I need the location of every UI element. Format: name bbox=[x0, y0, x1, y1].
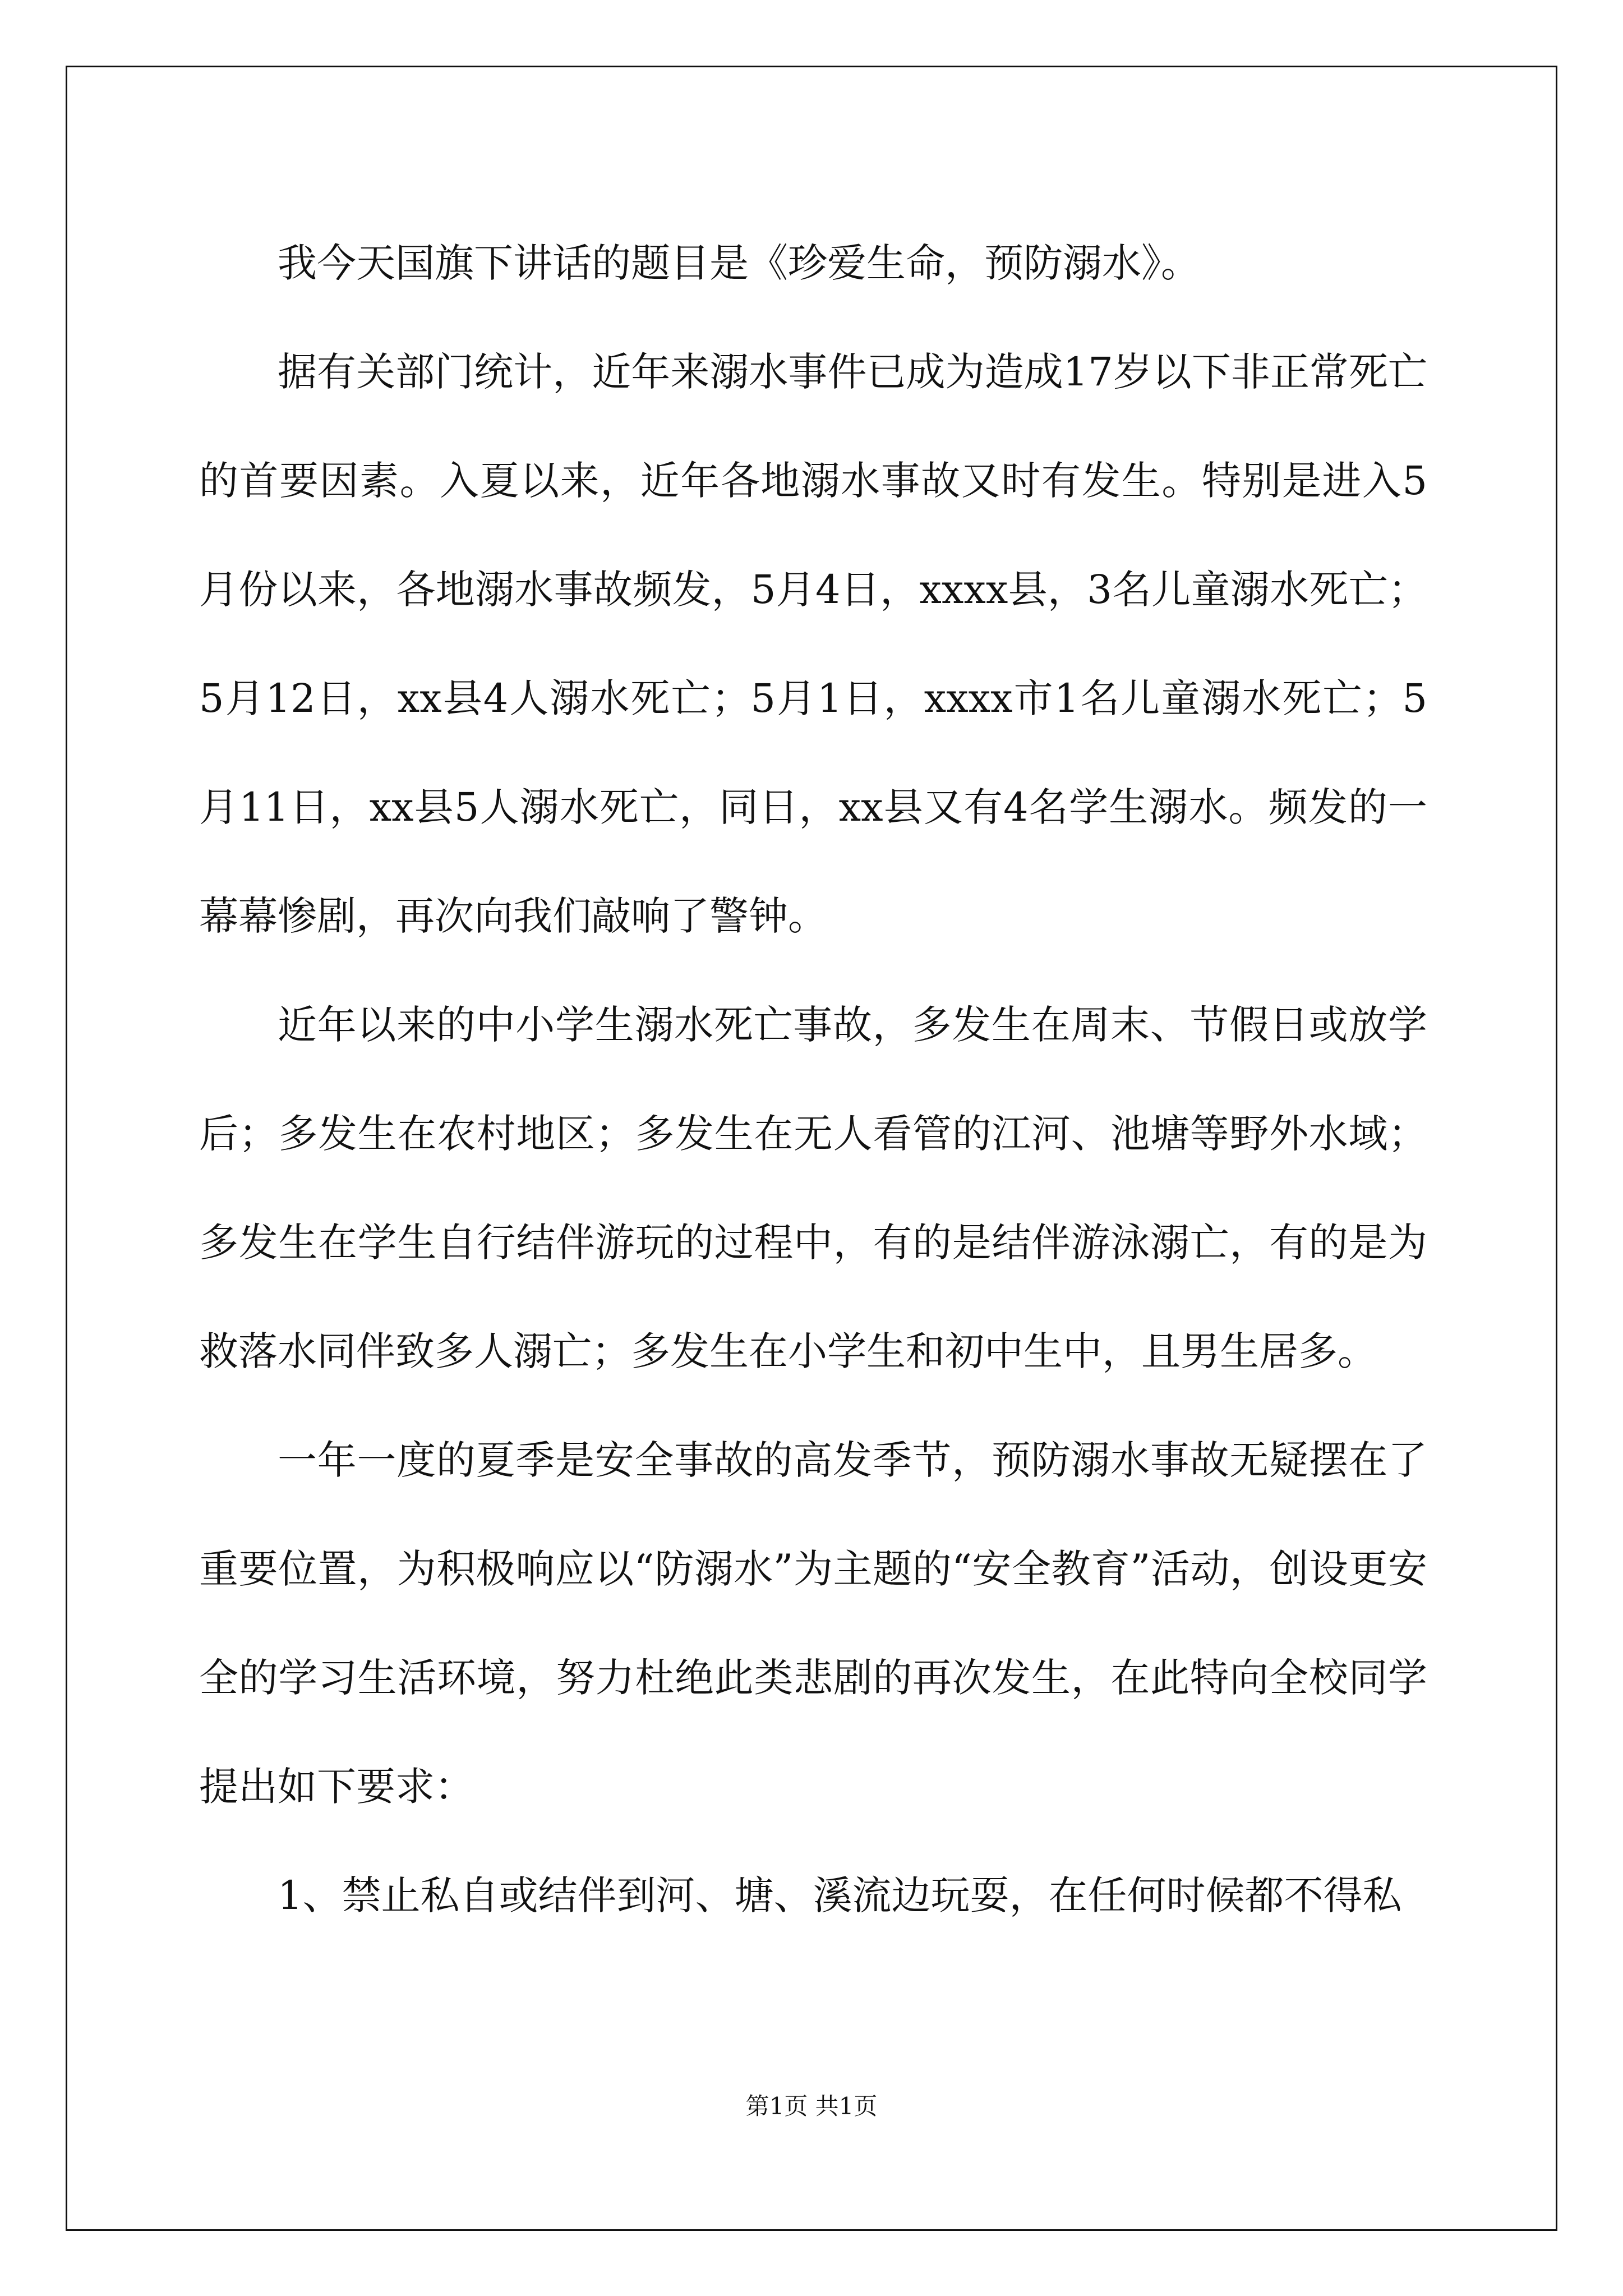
paragraph-accident-patterns: 近年以来的中小学生溺水死亡事故，多发生在周末、节假日或放学后；多发生在农村地区；多发生在无人看管的江河、池塘等野外水域；多发生在学生自行结伴游玩的过程中，有的是结伴游泳溺亡，有的是为救落水同伴致多人溺亡；多发生在小学生和初中生中，且男生居多。 bbox=[199, 1002, 1427, 1374]
paragraph-title-line: 我今天国旗下讲话的题目是《珍爱生命，预防溺水》。 bbox=[278, 240, 1200, 286]
paragraph-statistics: 据有关部门统计，近年来溺水事件已成为造成17岁以下非正常死亡的首要因素。入夏以来，近年各地溺水事故又时有发生。特别是进入5月份以来，各地溺水事故频发，5月4日，xxxx县，3名儿童溺水死亡；5月12日，xx县4人溺水死亡；5月1日，xxxx市1名儿童溺水死亡；5月11日，xx县5人溺水死亡，同日，xx县又有4名学生溺水。频发的一幕幕惨剧，再次向我们敲响了警钟。 bbox=[199, 349, 1427, 939]
paragraph-requirement-1: 1、禁止私自或结伴到河、塘、溪流边玩耍，在任何时候都不得私 bbox=[278, 1872, 1402, 1918]
document-body bbox=[199, 209, 1427, 1950]
page-footer: 第1页 共1页 bbox=[745, 2092, 878, 2120]
paragraph-summer-safety: 一年一度的夏季是安全事故的高发季节，预防溺水事故无疑摆在了重要位置，为积极响应以“防溺水”为主题的“安全教育”活动，创设更安全的学习生活环境，努力杜绝此类悲剧的再次发生，在此特向全校同学提出如下要求： bbox=[199, 1437, 1427, 1810]
